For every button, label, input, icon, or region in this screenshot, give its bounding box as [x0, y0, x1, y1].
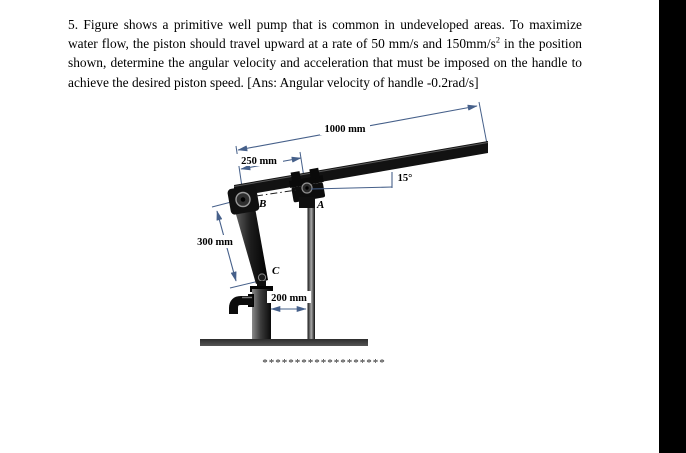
right-black-bar [659, 0, 686, 453]
asterisk-separator: ******************* [262, 357, 386, 369]
dim-1000mm-label: 1000 mm [324, 124, 366, 135]
pin-b-center [241, 197, 246, 202]
problem-line-1: 5. Figure shows a primitive well pump that is common in undeveloped areas. To maximize [68, 17, 582, 32]
clamp-lower-block [299, 197, 315, 208]
pin-a-center [305, 186, 308, 189]
spout [234, 301, 254, 315]
dim-300mm-label: 300 mm [197, 237, 233, 248]
dim-200mm-label: 200 mm [271, 293, 307, 304]
superscript-2: 2 [495, 35, 500, 45]
angle-15deg-label: 15° [397, 173, 413, 184]
support-post [308, 203, 316, 342]
label-b: B [259, 198, 267, 210]
dim-250mm-label: 250 mm [241, 156, 277, 167]
pump-mechanism [200, 141, 488, 346]
dimension-labels [193, 122, 412, 304]
ground [200, 339, 368, 346]
problem-line-3: shown, determine the angular velocity and acceleration that must be imposed on the handle to [68, 55, 582, 71]
label-c: C [272, 265, 280, 277]
problem-line-2-post: in the position [499, 36, 582, 52]
pin-c [258, 274, 265, 281]
problem-line-4: achieve the desired piston speed. [Ans: Angular velocity of handle -0.2rad/s] [68, 74, 479, 90]
link-bc [233, 202, 268, 284]
label-a: A [317, 199, 325, 211]
problem-line-2-pre: water flow, the piston should travel upward at a rate of 50 mm/s and 150mm/s [68, 36, 496, 52]
